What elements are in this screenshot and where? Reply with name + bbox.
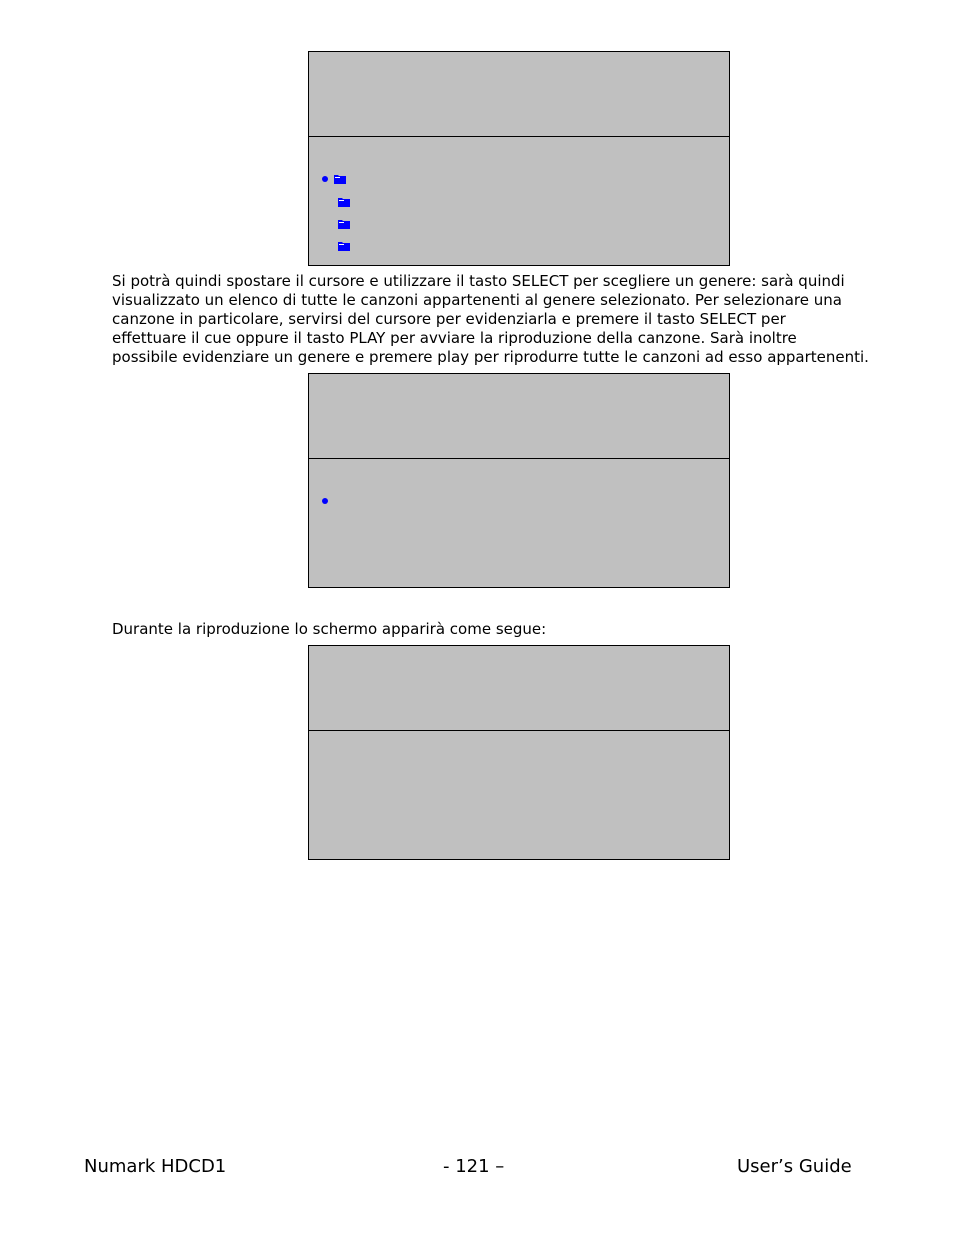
lcd-list-area: [309, 459, 729, 587]
lcd-header-area: [309, 646, 729, 731]
footer-guide-title: User’s Guide: [737, 1156, 852, 1177]
folder-icon: [338, 197, 350, 207]
lcd-screen-song-list: [308, 373, 730, 588]
footer-product-name: Numark HDCD1: [84, 1156, 227, 1177]
paragraph-line: canzone in particolare, servirsi del cursore per evidenziarla e premere il tasto SELECT per: [112, 310, 786, 328]
lcd-header-area: [309, 374, 729, 459]
paragraph-line: effettuare il cue oppure il tasto PLAY per avviare la riproduzione della canzone. Sarà inoltre: [112, 329, 797, 347]
lcd-screen-genre-list: [308, 51, 730, 266]
paragraph-line: Si potrà quindi spostare il cursore e utilizzare il tasto SELECT per scegliere un genere: sarà quindi: [112, 272, 845, 290]
genre-selection-paragraph: [112, 272, 912, 367]
footer-page-number: - 121 –: [443, 1156, 505, 1177]
lcd-header-area: [309, 52, 729, 137]
lcd-list-area: [309, 137, 729, 265]
lcd-screen-playback: [308, 645, 730, 860]
folder-icon: [338, 219, 350, 229]
folder-icon: [338, 241, 350, 251]
paragraph-line: possibile evidenziare un genere e premere play per riprodurre tutte le canzoni ad esso appartenenti.: [112, 348, 869, 366]
playback-paragraph: Durante la riproduzione lo schermo apparirà come segue:: [112, 620, 547, 638]
cursor-bullet-icon: [322, 498, 328, 504]
cursor-bullet-icon: [322, 176, 328, 182]
folder-icon: [334, 174, 346, 184]
paragraph-line: visualizzato un elenco di tutte le canzoni appartenenti al genere selezionato. Per selezionare una: [112, 291, 842, 309]
lcd-playback-area: [309, 731, 729, 859]
